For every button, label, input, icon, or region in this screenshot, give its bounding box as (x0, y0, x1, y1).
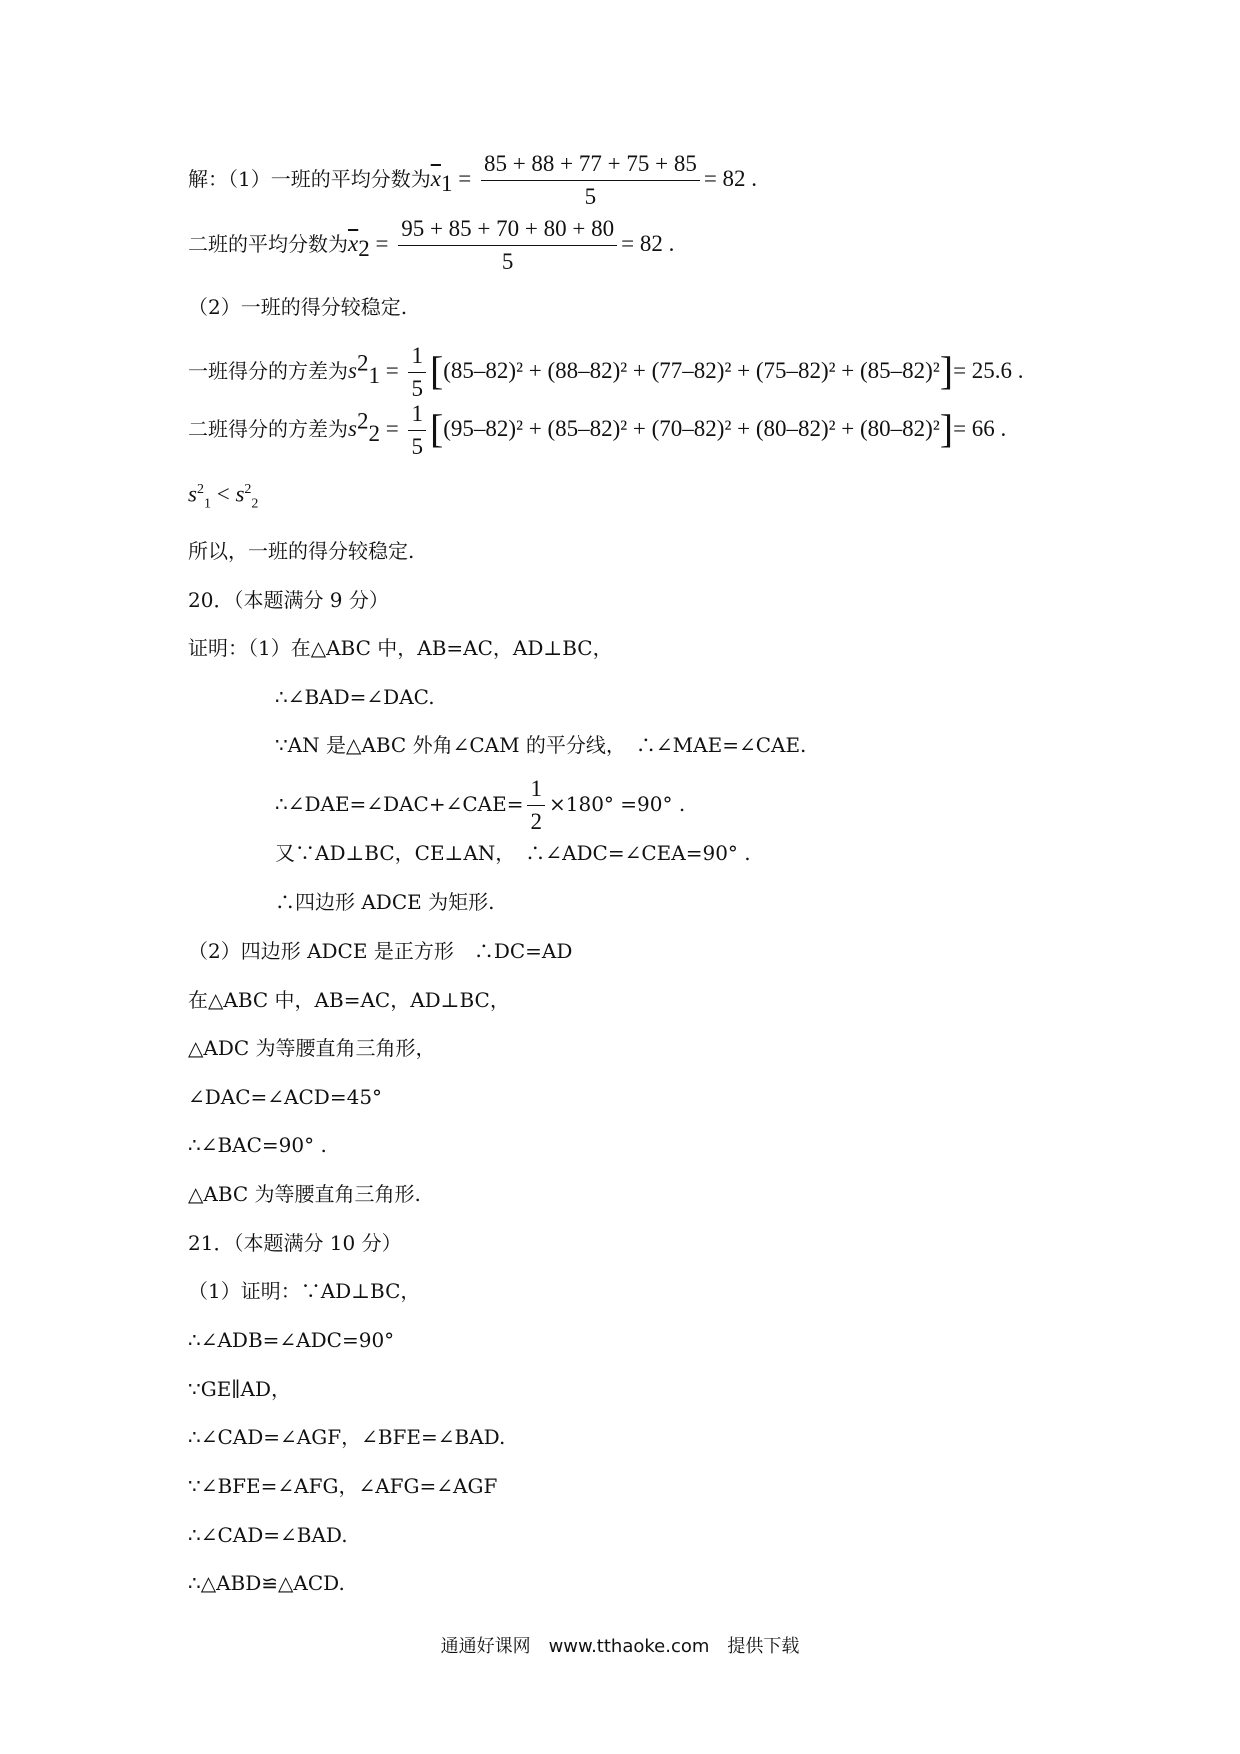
text-a: ∴∠DAE=∠DAC+∠CAE= (275, 792, 524, 816)
result: = 66 . (953, 416, 1007, 441)
proof-line-6: ∴四边形 ADCE 为矩形. (275, 890, 495, 914)
numerator: 95 + 85 + 70 + 80 + 80 (398, 215, 617, 246)
proof2-line-1: （1）证明：∵AD⊥BC， (188, 1279, 421, 1303)
mean-symbol: $\overline{x}$ (348, 231, 359, 256)
text: 二班的平均分数为 (188, 232, 348, 256)
superscript-2: 2 (244, 482, 252, 497)
variance-symbol: s (348, 358, 357, 383)
proof-line-7: （2）四边形 ADCE 是正方形 ∴DC=AD (188, 939, 573, 963)
proof-line-10: ∠DAC=∠ACD=45° (188, 1085, 383, 1109)
text-b: ×180° =90° . (548, 792, 686, 816)
fraction (527, 775, 545, 836)
proof2-line-3: ∵GE∥AD， (188, 1377, 292, 1401)
variance-symbol-1: s (188, 481, 197, 507)
text: 二班得分的方差为 (188, 417, 348, 441)
proof-line-12: △ABC 为等腰直角三角形. (188, 1182, 421, 1206)
solution-line-2: 二班的平均分数为$\overline{x}_2$ = $\frac{95 + 85 + 70 + 80 + 80}{5}$ = 82 . (188, 216, 675, 274)
superscript-1: 2 (196, 482, 204, 497)
page-footer: 通通好课网 www.tthaoke.com 提供下载 (440, 1636, 800, 1657)
subscript-1: 1 (203, 496, 211, 512)
fraction (398, 215, 617, 276)
proof2-line-2: ∴∠ADB=∠ADC=90° (188, 1328, 395, 1352)
numerator: 1 (527, 775, 545, 806)
text: 解：（1）一班的平均分数为 (188, 167, 431, 191)
result: = 25.6 . (953, 358, 1024, 383)
numerator: 1 (408, 342, 426, 373)
proof-line-11: ∴∠BAC=90° . (188, 1133, 327, 1157)
superscript: 2 (356, 350, 369, 376)
question-21-heading: 21．（本题满分 10 分） (188, 1231, 402, 1255)
proof2-line-5: ∵∠BFE=∠AFG，∠AFG=∠AGF (188, 1474, 498, 1498)
text: 一班得分的方差为 (188, 359, 348, 383)
question-20-heading: 20．（本题满分 9 分） (188, 588, 389, 612)
terms: (95–82)² + (85–82)² + (70–82)² + (80–82)² + (80–82)² (443, 416, 940, 441)
variance-symbol: s (348, 416, 357, 441)
numerator: 85 + 88 + 77 + 75 + 85 (481, 150, 700, 181)
result: = 82 . (703, 166, 758, 191)
denominator: 2 (530, 809, 542, 834)
proof2-line-4: ∴∠CAD=∠AGF，∠BFE=∠BAD. (188, 1425, 506, 1449)
proof2-line-6: ∴∠CAD=∠BAD. (188, 1523, 348, 1547)
numerator: 1 (408, 400, 426, 431)
subscript: 2 (368, 421, 380, 446)
proof-line-9: △ADC 为等腰直角三角形， (188, 1036, 436, 1060)
subscript: 2 (358, 236, 370, 261)
fraction (408, 342, 426, 403)
subscript-2: 2 (251, 496, 259, 512)
variance-comparison (188, 476, 258, 518)
proof2-line-7: ∴△ABD≌△ACD. (188, 1571, 345, 1595)
subscript: 1 (440, 171, 453, 196)
result: = 82 . (621, 231, 675, 256)
terms: (85–82)² + (88–82)² + (77–82)² + (75–82)² + (85–82)² (443, 358, 940, 383)
proof-line-5: 又∵AD⊥BC，CE⊥AN， ∴∠ADC=∠CEA=90° . (275, 841, 751, 865)
solution-line-3: （2）一班的得分较稳定. (188, 295, 408, 319)
subscript: 1 (368, 363, 380, 388)
proof-line-3: ∵AN 是△ABC 外角∠CAM 的平分线， ∴∠MAE=∠CAE. (275, 733, 807, 757)
variance-line-2: 二班得分的方差为$s^2_2$ = $\frac{1}{5}$ [(95–82)² + (85–82)² + (70–82)² + (80–82)² + (80–82)²]= 66 . (188, 401, 1007, 459)
denominator: 5 (411, 434, 423, 459)
fraction (408, 400, 426, 461)
variance-symbol-2: s (235, 481, 245, 507)
less-than: < (210, 481, 236, 507)
variance-line-1: 一班得分的方差为$s^2_1$ = $\frac{1}{5}$ [(85–82)² + (88–82)² + (77–82)² + (75–82)² + (85–82)²]= 25.6 . (188, 343, 1024, 401)
solution-line-1: 解：（1）一班的平均分数为$\overline{x}_1$ = $\frac{85 + 88 + 77 + 75 + 85}{5}$ = 82 . (188, 151, 758, 209)
conclusion-line: 所以，一班的得分较稳定. (188, 539, 415, 563)
denominator: 5 (584, 184, 597, 209)
proof-line-1: 证明：（1）在△ABC 中，AB=AC，AD⊥BC， (188, 636, 613, 660)
proof-line-2: ∴∠BAD=∠DAC. (275, 685, 435, 709)
proof-line-8: 在△ABC 中，AB=AC，AD⊥BC， (188, 988, 510, 1012)
proof-line-4 (275, 775, 685, 836)
denominator: 5 (501, 249, 514, 274)
denominator: 5 (411, 376, 423, 401)
superscript: 2 (356, 408, 369, 434)
fraction (481, 150, 700, 211)
mean-symbol: $\overline{x}$ (430, 166, 441, 191)
